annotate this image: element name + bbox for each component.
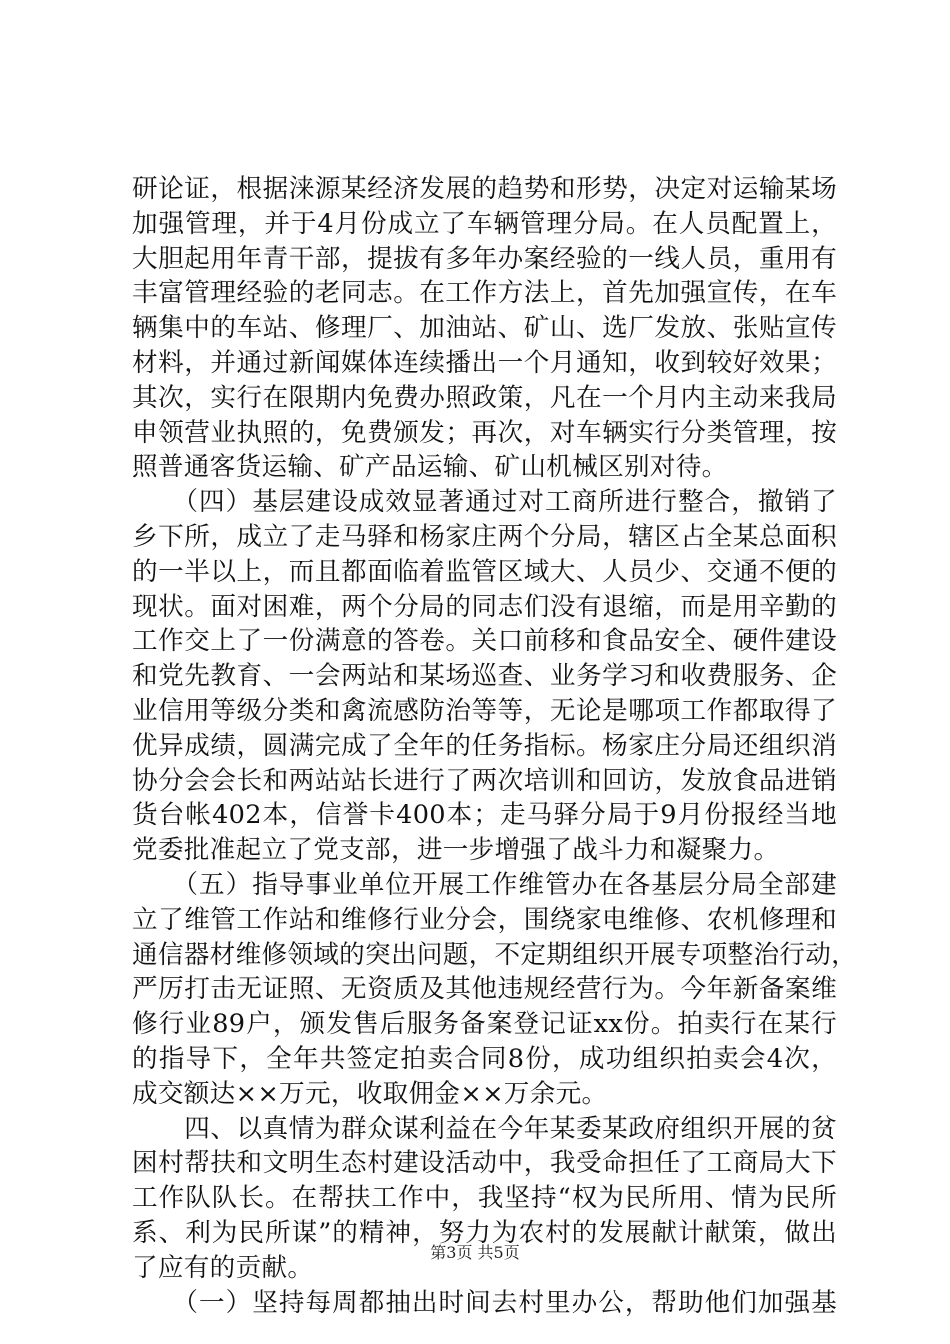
text-line: 的指导下，全年共签定拍卖合同8份，成功组织拍卖会4次， <box>132 1043 837 1074</box>
text-line: 优异成绩，圆满完成了全年的任务指标。杨家庄分局还组织消 <box>132 730 837 761</box>
text-line: 照普通客货运输、矿产品运输、矿山机械区别对待。 <box>132 452 728 483</box>
body-text <box>132 172 858 1320</box>
page-footer: 第3页 共5页 <box>430 1243 520 1262</box>
text-line: 辆集中的车站、修理厂、加油站、矿山、选厂发放、张贴宣传 <box>132 313 837 344</box>
text-line: 业信用等级分类和禽流感防治等等，无论是哪项工作都取得了 <box>132 695 837 726</box>
text-line: 党委批准起立了党支部，进一步增强了战斗力和凝聚力。 <box>132 835 780 866</box>
text-line: 四、以真情为群众谋利益在今年某委某政府组织开展的贫 <box>132 1113 837 1144</box>
text-line: 材料，并通过新闻媒体连续播出一个月通知，收到较好效果； <box>132 347 837 378</box>
text-line: 货台帐402本，信誉卡400本；走马驿分局于9月份报经当地 <box>132 800 837 831</box>
text-line: 丰富管理经验的老同志。在工作方法上，首先加强宣传，在车 <box>132 278 837 309</box>
text-line: 系、利为民所谋”的精神，努力为农村的发展献计献策，做出 <box>132 1217 837 1248</box>
text-line: 通信器材维修领域的突出问题，不定期组织开展专项整治行动， <box>132 939 858 970</box>
text-line: 加强管理，并于4月份成立了车辆管理分局。在人员配置上， <box>132 208 837 239</box>
text-line: 成交额达××万元，收取佣金××万余元。 <box>132 1078 608 1109</box>
text-line: 严厉打击无证照、无资质及其他违规经营行为。今年新备案维 <box>132 974 837 1005</box>
text-line: 工作交上了一份满意的答卷。关口前移和食品安全、硬件建设 <box>132 626 837 657</box>
text-line: （一）坚持每周都抽出时间去村里办公，帮助他们加强基 <box>132 1287 837 1318</box>
text-line: 研论证，根据涞源某经济发展的趋势和形势，决定对运输某场 <box>132 174 837 204</box>
text-line: 的一半以上，而且都面临着监管区域大、人员少、交通不便的 <box>132 556 837 587</box>
text-line: 大胆起用年青干部，提拔有多年办案经验的一线人员，重用有 <box>132 243 837 274</box>
text-line: 修行业89户，颁发售后服务备案登记证xx份。拍卖行在某行 <box>132 1009 837 1040</box>
text-line: （四）基层建设成效显著通过对工商所进行整合，撤销了 <box>132 487 837 518</box>
text-line: 其次，实行在限期内免费办照政策，凡在一个月内主动来我局 <box>132 382 837 413</box>
text-line: 和党先教育、一会两站和某场巡查、业务学习和收费服务、企 <box>132 661 837 692</box>
text-line: 了应有的贡献。 <box>132 1252 314 1283</box>
text-line: 工作队队长。在帮扶工作中，我坚持“权为民所用、情为民所 <box>132 1183 837 1214</box>
text-line: 协分会会长和两站站长进行了两次培训和回访，发放食品进销 <box>132 765 837 796</box>
text-line: 乡下所，成立了走马驿和杨家庄两个分局，辖区占全某总面积 <box>132 521 837 552</box>
text-line: 立了维管工作站和维修行业分会，围绕家电维修、农机修理和 <box>132 904 837 935</box>
text-line: 困村帮扶和文明生态村建设活动中，我受命担任了工商局大下 <box>132 1148 837 1179</box>
text-line: （五）指导事业单位开展工作维管办在各基层分局全部建 <box>132 869 837 900</box>
text-line: 申领营业执照的，免费颁发；再次，对车辆实行分类管理，按 <box>132 417 837 448</box>
text-line: 现状。面对困难，两个分局的同志们没有退缩，而是用辛勤的 <box>132 591 837 622</box>
